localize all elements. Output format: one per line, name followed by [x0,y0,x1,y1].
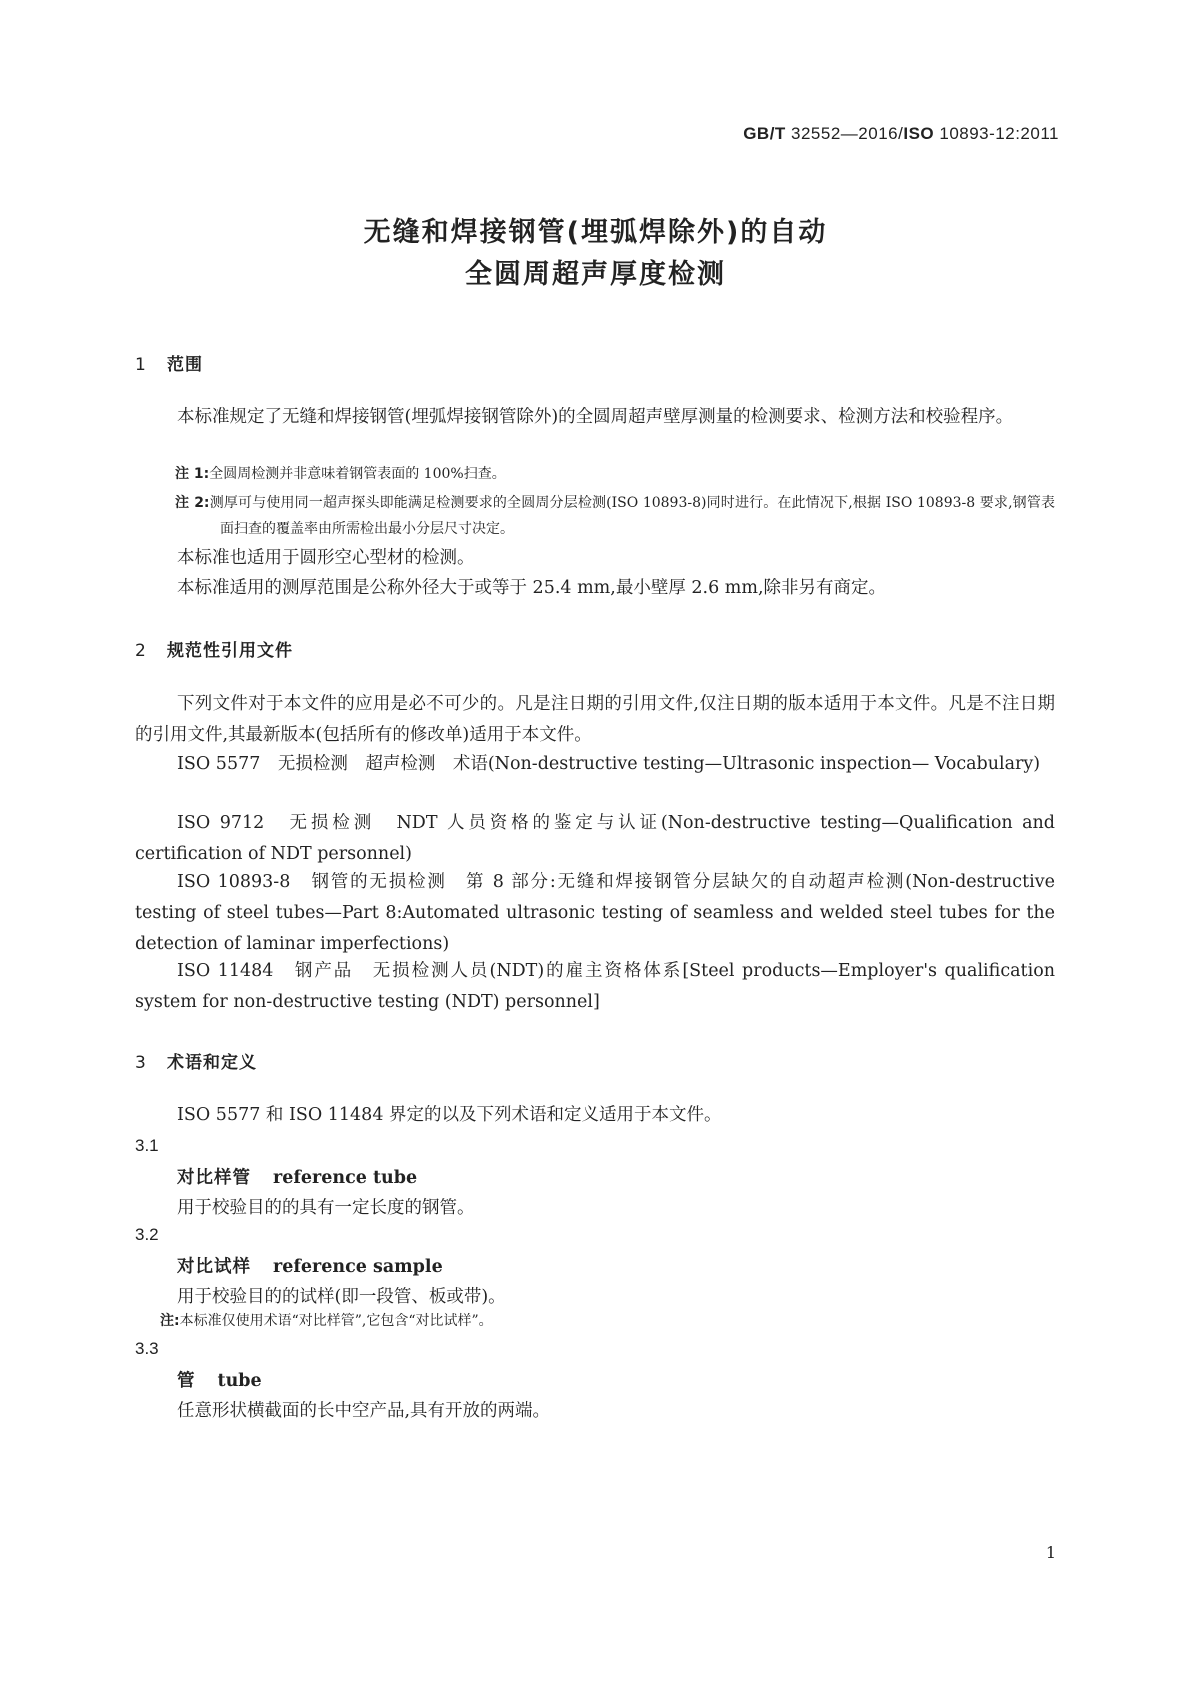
term-note-text: 本标准仅使用术语“对比样管”,它包含“对比试样”。 [179,1313,493,1329]
section-3-heading [135,1048,257,1073]
std-iso-label: ISO [903,124,935,143]
term-3-2 [177,1253,443,1278]
term-3-2-note [160,1308,1040,1334]
section-2-title: 规范性引用文件 [167,641,293,661]
term-3-3 [177,1367,262,1392]
term-3-1-zh: 对比样管 [177,1168,251,1188]
document-title-line-2: 全圆周超声厚度检测 [465,259,726,290]
reference-iso-10893-8: ISO 10893-8 钢管的无损检测 第 8 部分:无缝和焊接钢管分层缺欠的自动超声检测(Non-destructive testing of steel tubes—Part 8:Automated ultrasonic testing of seamless and welded steel tubes for the detection of laminar imperfections) [135,872,1055,954]
term-3-1-number: 3.1 [135,1136,159,1155]
section-1-para-3: 本标准适用的测厚范围是公称外径大于或等于 25.4 mm,最小壁厚 2.6 mm,除非另有商定。 [177,578,887,598]
term-3-1-en: reference tube [273,1168,418,1188]
section-2-number: 2 [135,641,147,661]
std-gb-number: 32552—2016/ [785,124,904,143]
note-2-label: 注 2: [175,495,210,511]
section-1-title: 范围 [167,355,203,375]
section-1-note-1 [175,461,1055,487]
standard-number [743,124,1059,144]
term-3-3-zh: 管 [177,1371,196,1391]
term-3-2-en: reference sample [273,1257,443,1277]
section-3-para-1: ISO 5577 和 ISO 11484 界定的以及下列术语和定义适用于本文件。 [177,1105,722,1125]
term-3-2-definition: 用于校验目的的试样(即一段管、板或带)。 [177,1287,506,1307]
term-3-1-definition: 用于校验目的的具有一定长度的钢管。 [177,1198,475,1218]
section-1-heading [135,350,203,375]
note-1-text: 全圆周检测并非意味着钢管表面的 100%扫查。 [209,466,506,482]
std-iso-number: 10893-12:2011 [934,124,1059,143]
section-1-para-1: 本标准规定了无缝和焊接钢管(埋弧焊接钢管除外)的全圆周超声壁厚测量的检测要求、检测方法和校验程序。 [177,407,1014,427]
note-2-text: 测厚可与使用同一超声探头即能满足检测要求的全圆周分层检测(ISO 10893-8)同时进行。在此情况下,根据 ISO 10893-8 要求,钢管表面扫查的覆盖率由所需检出最小分层尺寸决定。 [209,495,1056,537]
reference-iso-5577: ISO 5577 无损检测 超声检测 术语(Non-destructive testing—Ultrasonic inspection— Vocabulary) [177,754,1041,774]
term-3-3-number: 3.3 [135,1339,159,1358]
term-3-1 [177,1164,417,1189]
note-1-label: 注 1: [175,466,210,482]
term-3-2-zh: 对比试样 [177,1257,251,1277]
std-gb-label: GB/T [743,124,786,143]
document-title-line-1: 无缝和焊接钢管(埋弧焊除外)的自动 [363,217,828,248]
section-1-note-2 [175,490,1055,542]
term-3-3-definition: 任意形状横截面的长中空产品,具有开放的两端。 [177,1401,551,1421]
section-1-number: 1 [135,355,147,375]
reference-iso-11484: ISO 11484 钢产品 无损检测人员(NDT)的雇主资格体系[Steel products—Employer's qualification system for non-destructive testing (NDT) personnel] [135,961,1055,1012]
term-note-label: 注: [160,1313,180,1329]
section-1-para-2: 本标准也适用于圆形空心型材的检测。 [177,548,475,568]
page-number: 1 [1045,1543,1056,1562]
reference-iso-9712: ISO 9712 无损检测 NDT 人员资格的鉴定与认证(Non-destructive testing—Qualification and certification of NDT personnel) [135,813,1055,864]
section-2-para-1: 下列文件对于本文件的应用是必不可少的。凡是注日期的引用文件,仅注日期的版本适用于本文件。凡是不注日期的引用文件,其最新版本(包括所有的修改单)适用于本文件。 [135,694,1055,745]
term-3-2-number: 3.2 [135,1225,159,1244]
section-3-number: 3 [135,1053,147,1073]
section-3-title: 术语和定义 [167,1053,257,1073]
section-2-heading [135,636,293,661]
term-3-3-en: tube [217,1371,262,1391]
